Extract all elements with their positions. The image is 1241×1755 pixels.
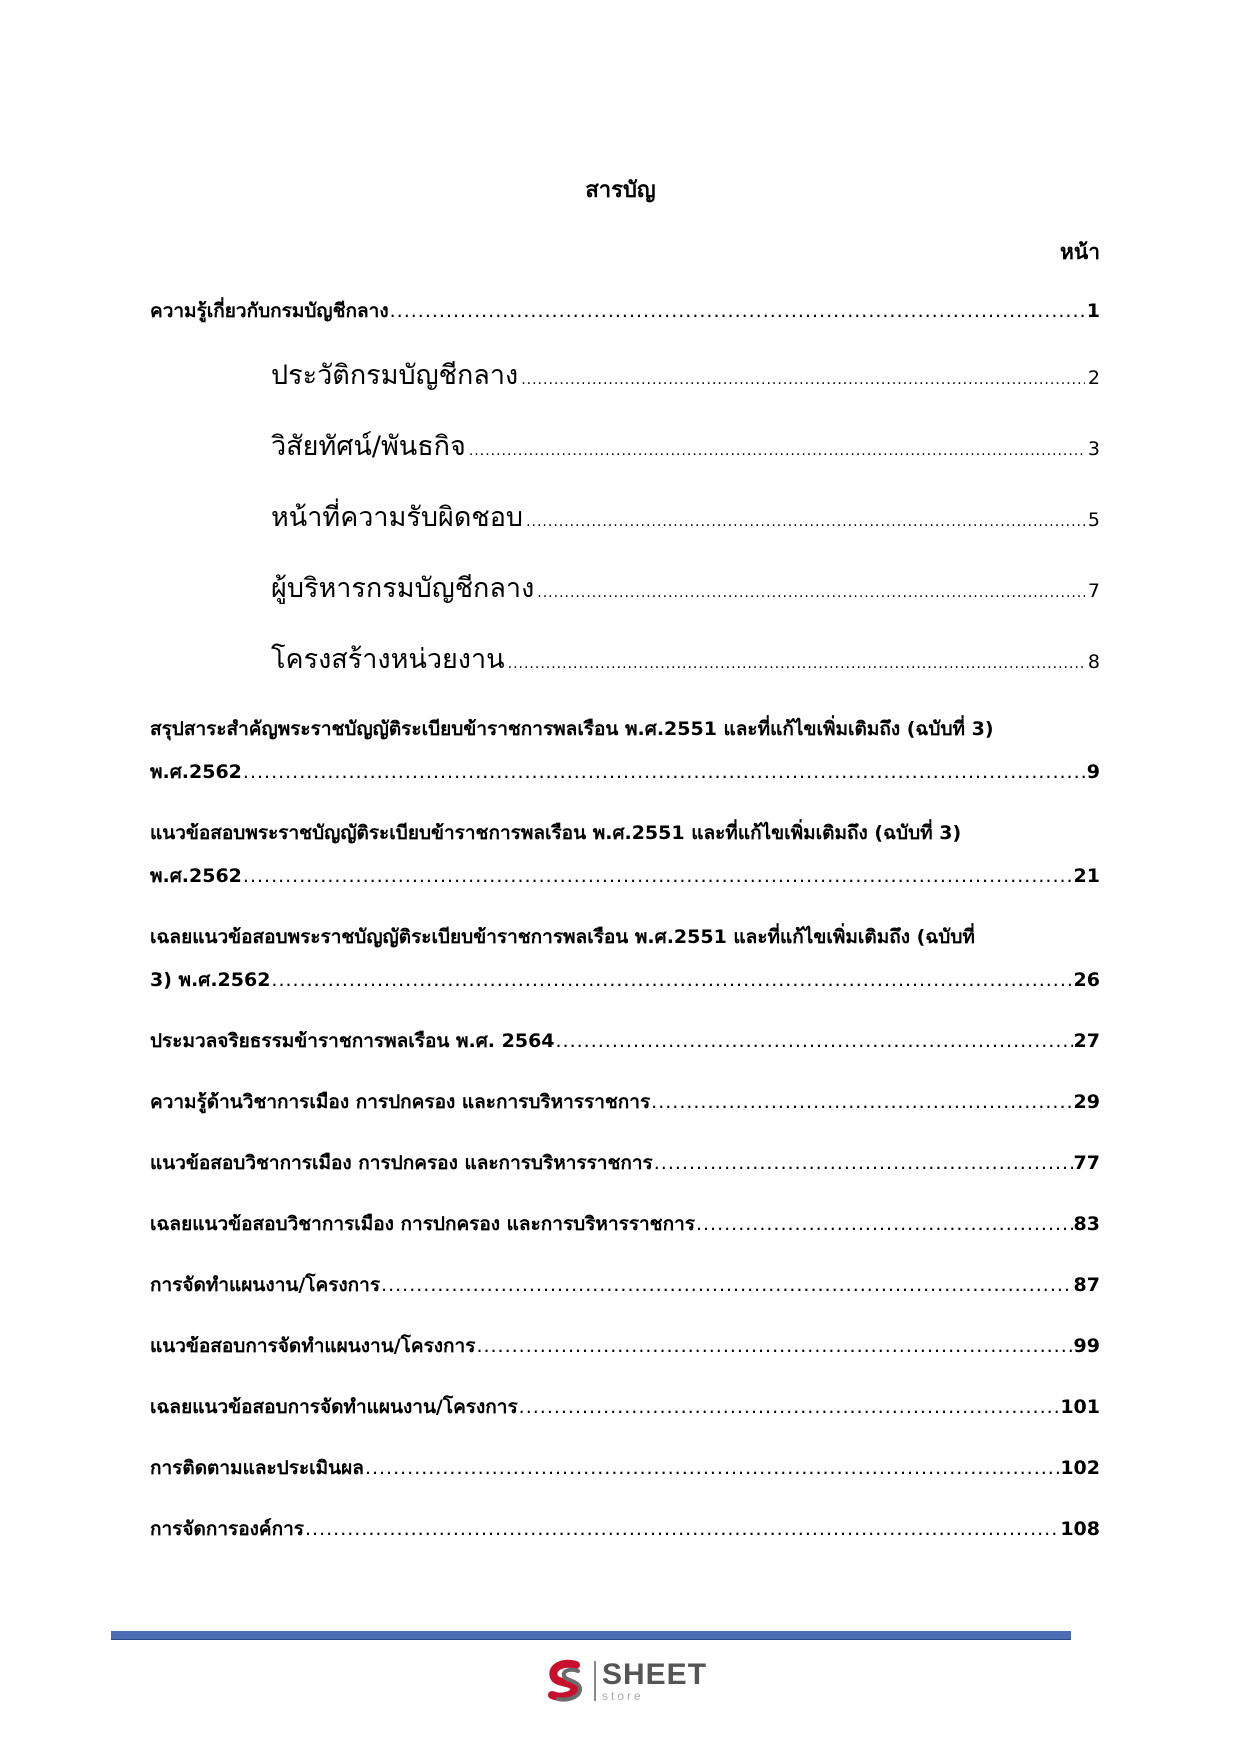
toc-page-number: 5 [1087,509,1100,531]
toc-entry-text: เฉลยแนวข้อสอบการจัดทำแผนงาน/โครงการ [150,1396,518,1418]
toc-entry-text: ความรู้เกี่ยวกับกรมบัญชีกลาง [150,300,389,322]
toc-entry[interactable] [150,861,1100,891]
toc-entry-text: เฉลยแนวข้อสอบวิชาการเมือง การปกครอง และการบริหารราชการ [150,1213,695,1235]
toc-page-number: 101 [1060,1396,1100,1418]
toc-subentry[interactable] [271,353,1100,396]
footer-divider [111,1631,1071,1640]
toc-entry-text: ประวัติกรมบัญชีกลาง [271,360,519,391]
toc-entry-text: การจัดทำแผนงาน/โครงการ [150,1274,381,1296]
footer-logo [542,1657,707,1705]
toc-page-number: 108 [1060,1518,1100,1540]
toc-entry[interactable] [150,965,1100,995]
toc-leader-dots [521,372,1085,388]
toc-leader-dots [381,1274,1072,1296]
page-title: สารบัญ [585,178,656,203]
toc-page-number: 3 [1087,438,1100,460]
toc-entry[interactable] [150,1209,1100,1239]
toc-subentry[interactable] [271,566,1100,609]
toc-page-number: 26 [1073,969,1100,991]
toc-leader-dots [243,865,1073,887]
toc-leader-dots [651,1091,1072,1113]
logo-separator [594,1661,596,1701]
toc-leader-dots [556,1030,1073,1052]
sheet-store-logo-icon [542,1657,590,1705]
toc-leader-dots [519,1396,1060,1418]
toc-leader-dots [654,1152,1073,1174]
toc-entry[interactable] [150,1331,1100,1361]
toc-page-number: 83 [1073,1213,1100,1235]
toc-entry-text: การจัดการองค์การ [150,1518,305,1540]
toc-page-number: 9 [1086,761,1100,783]
toc-leader-dots [271,969,1072,991]
toc-leader-dots [365,1457,1059,1479]
toc-leader-dots [696,1213,1073,1235]
toc-subentry[interactable] [271,424,1100,467]
toc-page-number: 87 [1073,1274,1100,1296]
toc-entry-text: ประมวลจริยธรรมข้าราชการพลเรือน พ.ศ. 2564 [150,1030,555,1052]
toc-leader-dots [305,1518,1059,1540]
toc-subentry[interactable] [271,495,1100,538]
toc-page-number: 2 [1087,367,1100,389]
brand-name: SHEET [602,1658,708,1691]
toc-entry[interactable] [150,1453,1100,1483]
toc-entry[interactable] [150,296,1100,326]
toc-page-number: 102 [1060,1457,1100,1479]
toc-entry-line1[interactable]: เฉลยแนวข้อสอบพระราชบัญญัติระเบียบข้าราชการพลเรือน พ.ศ.2551 และที่แก้ไขเพิ่มเติมถึง (ฉบับที่ [150,926,975,948]
toc-entry-text: หน้าที่ความรับผิดชอบ [271,502,524,533]
toc-page-number: 77 [1073,1152,1100,1174]
toc-entry-text: แนวข้อสอบการจัดทำแผนงาน/โครงการ [150,1335,476,1357]
toc-leader-dots [537,585,1085,601]
page-column-header: หน้า [1060,240,1100,264]
toc-entry[interactable] [150,1514,1100,1544]
toc-entry-text: การติดตามและประเมินผล [150,1457,364,1479]
toc-entry[interactable] [150,1392,1100,1422]
toc-page-number: 27 [1073,1030,1100,1052]
toc-entry[interactable] [150,757,1100,787]
toc-page-number: 99 [1073,1335,1100,1357]
toc-page-number: 7 [1087,580,1100,602]
toc-entry-text: 3) พ.ศ.2562 [150,969,271,991]
toc-page-number: 21 [1073,865,1100,887]
toc-leader-dots [243,761,1086,783]
toc-entry[interactable] [150,1270,1100,1300]
toc-entry-text: แนวข้อสอบวิชาการเมือง การปกครอง และการบริหารราชการ [150,1152,653,1174]
toc-page-number: 8 [1087,651,1100,673]
toc-subentry[interactable] [271,637,1100,680]
toc-leader-dots [508,656,1085,672]
toc-leader-dots [469,443,1085,459]
toc-entry-text: ความรู้ด้านวิชาการเมือง การปกครอง และการบริหารราชการ [150,1091,651,1113]
toc-leader-dots [526,514,1085,530]
toc-page-number: 29 [1073,1091,1100,1113]
toc-entry-text: โครงสร้างหน่วยงาน [271,644,505,675]
toc-leader-dots [390,300,1086,322]
toc-leader-dots [476,1335,1072,1357]
toc-entry-text: พ.ศ.2562 [150,761,242,783]
toc-entry-text: พ.ศ.2562 [150,865,242,887]
toc-entry[interactable] [150,1087,1100,1117]
toc-page-number: 1 [1086,300,1100,322]
toc-entry[interactable] [150,1026,1100,1056]
toc-entry-line1[interactable]: สรุปสาระสำคัญพระราชบัญญัติระเบียบข้าราชการพลเรือน พ.ศ.2551 และที่แก้ไขเพิ่มเติมถึง (ฉบับที่ 3) [150,718,994,740]
toc-entry[interactable] [150,1148,1100,1178]
toc-entry-text: ผู้บริหารกรมบัญชีกลาง [271,573,535,604]
brand-sub: store [602,1689,644,1703]
toc-entry-text: วิสัยทัศน์/พันธกิจ [271,431,466,462]
toc-entry-line1[interactable]: แนวข้อสอบพระราชบัญญัติระเบียบข้าราชการพลเรือน พ.ศ.2551 และที่แก้ไขเพิ่มเติมถึง (ฉบับที่ 3) [150,822,962,844]
